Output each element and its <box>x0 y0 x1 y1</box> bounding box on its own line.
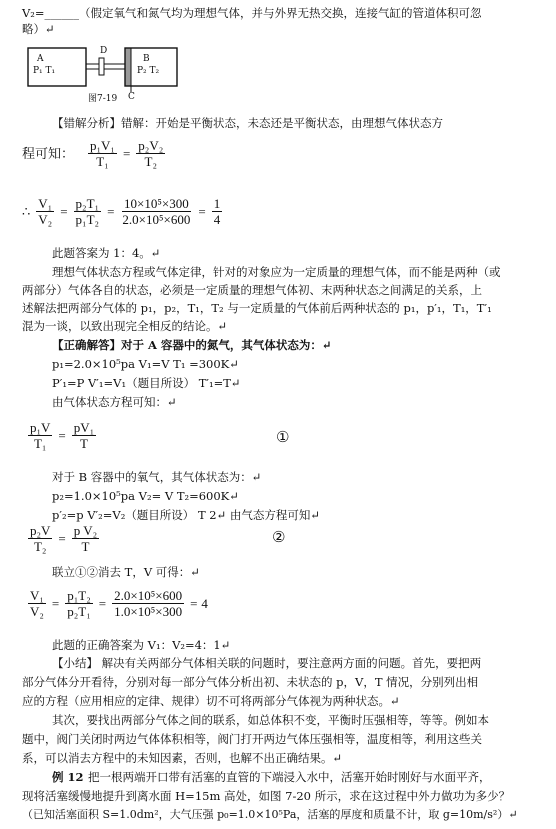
summary-line: 题中，阀门关闭时两边气体体积相等，阀门打开两边气体压强相等，温度相等，利用这些关 <box>22 732 482 746</box>
equation-2: ∴ $\frac{\text{V₁}}{\text{V₂}}$ = $\frac{\text{p₂T₁}}{\text{p₁T₂}}$ = $\frac{\text{10×10⁵×300}}{\text{2.0×10⁵×600}}$ = $\frac{1}{4}$ <box>22 196 221 227</box>
combine-text: 联立①②消去 T，V 可得：↵ <box>52 565 200 579</box>
label-a: A <box>37 54 44 64</box>
state-b-initial: p₂=1.0×10⁵pa V₂= V T₂=600K↵ <box>52 489 239 503</box>
equation-4: $\frac{\text{p₂V}}{\text{T₂}}$ = $\frac{\text{p V₂}}{T}$ <box>30 523 98 554</box>
example-text: 把一根两端开口带有活塞的直管的下端浸入水中，活塞开始时刚好与水面平齐， <box>88 770 491 784</box>
analysis-cont: 程可知： <box>22 147 75 162</box>
label-b: B <box>143 54 150 64</box>
by-gas-equation: 由气体状态方程可知：↵ <box>52 395 177 409</box>
state-a-final: P′₁=P V′₁=V₁（题目所设） T′₁=T↵ <box>52 376 241 390</box>
equation-3: $\frac{\text{p₁V}}{\text{T₁}}$ = $\frac{\text{pV₁}}{T}$ <box>30 420 95 451</box>
text-line: 略）↵ <box>22 22 55 36</box>
wrong-answer: 此题答案为 1：4。↵ <box>52 246 161 260</box>
example-text: 现将活塞缓慢地提升到离水面 H=15m 高处，如图 7-20 所示，求在这过程中外力做功为多少？ <box>22 789 511 803</box>
correct-heading: 【正确解答】对于 A 容器中的氮气，其气体状态为：↵ <box>52 338 332 352</box>
text-line: V₂=______（假定氧气和氮气均为理想气体，并与外界无热交换，连接气缸的管道体积可忽 <box>22 6 482 20</box>
para1-line: 混为一谈，以致出现完全相反的结论。↵ <box>22 319 228 333</box>
equation-mark-1: ① <box>276 428 290 446</box>
summary-line: 系，可以消去方程中的未知因素，否则，也解不出正确结果。↵ <box>22 751 343 765</box>
state-a-initial: p₁=2.0×10⁵pa V₁=V T₁ =300K↵ <box>52 357 239 371</box>
equation-1: $\frac{\text{p₁V₁}}{\text{T₁}}$ = $\frac{\text{p₂V₂}}{\text{T₂}}$ <box>90 138 164 169</box>
equation-mark-2: ② <box>272 528 286 546</box>
label-a-vars: P₁ T₁ <box>33 66 56 76</box>
correct-answer: 此题的正确答案为 V₁：V₂=4：1↵ <box>52 638 231 652</box>
analysis-heading: 【错解分析】错解：开始是平衡状态，未态还是平衡状态，由理想气体状态方 <box>52 116 443 130</box>
figure-caption: 图7-19 <box>88 94 118 104</box>
label-d: D <box>100 46 108 56</box>
label-c: C <box>128 92 135 102</box>
summary-line: 【小结】 解决有关两部分气体相关联的问题时，要注意两方面的问题。首先，要把两 <box>52 656 482 670</box>
para1-line: 理想气体状态方程或气体定律，针对的对象应为一定质量的理想气体，而不能是两种（或 <box>52 265 501 279</box>
example-text: （已知活塞面积 S=1.0dm²，大气压强 p₀=1.0×10⁵Pa，活塞的厚度和质量不计，取 g=10m/s²）↵ <box>22 808 518 821</box>
valve-d <box>99 58 104 75</box>
para1-line: 述解法把两部分气体的 p₁，p₂，T₁，T₂ 与一定质量的气体前后两种状态的 p₁，p′₁，T₁，T′₁ <box>22 301 492 315</box>
para1-line: 两部分）气体各自的状态，必须是一定质量的理想气体初、末两种状态之间满足的关系，上 <box>22 283 482 297</box>
label-b-vars: P₂ T₂ <box>137 66 160 76</box>
summary-line: 应的方程（应用相应的定律、规律）切不可将两部分气体视为两种状态。↵ <box>22 694 400 708</box>
summary-line: 其次，要找出两部分气体之间的联系，如总体积不变，平衡时压强相等，等等。例如本 <box>52 713 489 727</box>
equation-5: $\frac{\text{V₁}}{\text{V₂}}$ = $\frac{\text{p₁T₂}}{\text{p₂T₁}}$ = $\frac{\text{2.0×10⁵×600}}{\text{1.0×10⁵×300}}$ = 4 <box>30 588 208 619</box>
piston-c <box>125 48 131 86</box>
state-b-final: p′₂=p V′₂=V₂（题目所设） T 2↵ 由气态方程可知↵ <box>52 508 321 522</box>
example-heading: 例 12 <box>52 770 84 784</box>
oxygen-heading: 对于 B 容器中的氧气，其气体状态为：↵ <box>52 470 262 484</box>
summary-line: 部分气体分开看待，分别对每一部分气体分析出初、未状态的 p，V，T 情况，分别列出相 <box>22 675 479 689</box>
